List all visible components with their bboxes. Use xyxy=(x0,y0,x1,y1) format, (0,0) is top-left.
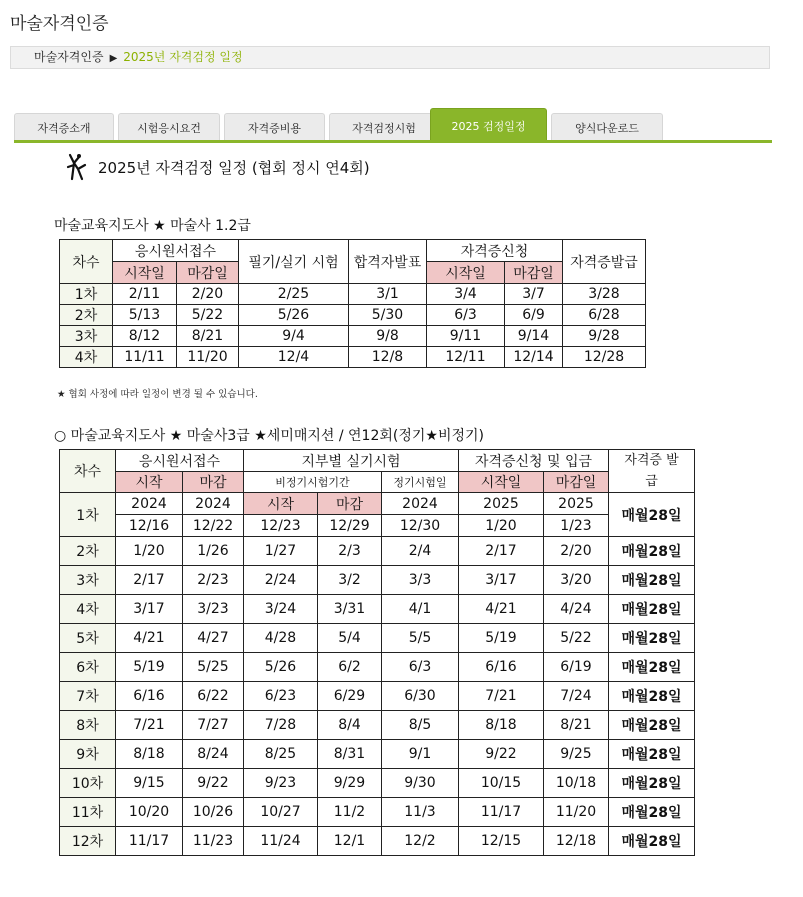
table-cell: 3/17 xyxy=(116,595,183,624)
table-cell: 2/24 xyxy=(244,566,318,595)
table-cell: 9/22 xyxy=(459,740,544,769)
t2-r1-label-end: 마감 xyxy=(318,493,382,515)
table-cell: 10/18 xyxy=(544,769,609,798)
t2-r1-date: 1/23 xyxy=(544,515,609,537)
table-cell: 5/26 xyxy=(244,653,318,682)
table-cell: 7/27 xyxy=(183,711,244,740)
schedule-table-1 xyxy=(59,239,646,368)
t2-r1-date: 12/23 xyxy=(244,515,318,537)
magician-icon xyxy=(66,153,88,181)
table-cell: 1/27 xyxy=(244,537,318,566)
table-cell: 매월28일 xyxy=(609,740,695,769)
table-cell: 6/29 xyxy=(318,682,382,711)
table-cell: 3/4 xyxy=(427,284,505,305)
table-cell: 12/14 xyxy=(505,347,563,368)
t2-r1-date: 12/22 xyxy=(183,515,244,537)
table-cell: 1/26 xyxy=(183,537,244,566)
page-title: 마술자격인증 xyxy=(10,14,109,34)
table-cell: 9/4 xyxy=(239,326,349,347)
table2-section-title: ○ 마술교육지도사 ★ 마술사3급 ★세미매지션 / 연12회(정기★비정기) xyxy=(54,428,484,444)
table-cell: 8/31 xyxy=(318,740,382,769)
schedule-title xyxy=(66,153,370,181)
row-round: 3차 xyxy=(60,326,113,347)
row-round: 1차 xyxy=(60,284,113,305)
t1-header-issue: 자격증발급 xyxy=(563,240,646,284)
table-row xyxy=(60,653,695,682)
table-cell: 5/30 xyxy=(349,305,427,326)
row-round: 2차 xyxy=(60,305,113,326)
table-cell: 2/17 xyxy=(459,537,544,566)
table-row xyxy=(60,682,695,711)
table-cell: 6/16 xyxy=(459,653,544,682)
row-round: 7차 xyxy=(60,682,116,711)
table-cell: 8/18 xyxy=(116,740,183,769)
table-cell: 10/15 xyxy=(459,769,544,798)
table-cell: 3/3 xyxy=(382,566,459,595)
t1-header-cert-end: 마감일 xyxy=(505,262,563,284)
table-cell: 6/16 xyxy=(116,682,183,711)
tab-cert-exam[interactable]: 자격검정시험 xyxy=(329,113,439,141)
table-row xyxy=(60,769,695,798)
table-cell: 4/1 xyxy=(382,595,459,624)
table-cell: 매월28일 xyxy=(609,827,695,856)
table-cell: 9/1 xyxy=(382,740,459,769)
table-cell: 3/7 xyxy=(505,284,563,305)
t2-header-end: 마감 xyxy=(183,472,244,493)
table-cell: 2/11 xyxy=(113,284,177,305)
t2-r1-issue: 매월28일 xyxy=(609,493,695,537)
table-cell: 매월28일 xyxy=(609,711,695,740)
t1-header-end: 마감일 xyxy=(177,262,239,284)
row-round: 4차 xyxy=(60,347,113,368)
table-cell: 5/4 xyxy=(318,624,382,653)
table-cell: 2/23 xyxy=(183,566,244,595)
table-cell: 8/21 xyxy=(544,711,609,740)
table-cell: 12/15 xyxy=(459,827,544,856)
table-row xyxy=(60,305,646,326)
t2-r1-year: 2024 xyxy=(116,493,183,515)
table-cell: 8/21 xyxy=(177,326,239,347)
table-row xyxy=(60,347,646,368)
t2-round-1: 1차 xyxy=(60,493,116,537)
table-cell: 11/17 xyxy=(116,827,183,856)
table-cell: 3/20 xyxy=(544,566,609,595)
row-round: 8차 xyxy=(60,711,116,740)
t1-header-application: 응시원서접수 xyxy=(113,240,239,262)
tab-cert-intro[interactable]: 자격증소개 xyxy=(14,113,114,141)
table-row xyxy=(60,827,695,856)
t1-header-cert-apply: 자격증신청 xyxy=(427,240,563,262)
table-cell: 6/22 xyxy=(183,682,244,711)
table-cell: 11/3 xyxy=(382,798,459,827)
table-cell: 11/2 xyxy=(318,798,382,827)
table-row xyxy=(60,798,695,827)
row-round: 10차 xyxy=(60,769,116,798)
table-cell: 2/17 xyxy=(116,566,183,595)
table-cell: 매월28일 xyxy=(609,566,695,595)
table-cell: 2/20 xyxy=(177,284,239,305)
table-cell: 12/8 xyxy=(349,347,427,368)
breadcrumb-current: 2025년 자격검정 일정 xyxy=(123,50,243,64)
table-cell: 6/30 xyxy=(382,682,459,711)
t2-header-regular: 정기시험일 xyxy=(382,472,459,493)
t2-header-cert-start: 시작일 xyxy=(459,472,544,493)
table-cell: 10/20 xyxy=(116,798,183,827)
table-row xyxy=(60,537,695,566)
table-cell: 7/21 xyxy=(459,682,544,711)
tab-cert-cost[interactable]: 자격증비용 xyxy=(224,113,325,141)
table-cell: 8/4 xyxy=(318,711,382,740)
table-cell: 5/13 xyxy=(113,305,177,326)
table-cell: 5/22 xyxy=(177,305,239,326)
table-cell: 3/28 xyxy=(563,284,646,305)
table-cell: 6/2 xyxy=(318,653,382,682)
t2-header-application: 응시원서접수 xyxy=(116,450,244,472)
t2-r1-year: 2025 xyxy=(459,493,544,515)
t2-r1-date: 1/20 xyxy=(459,515,544,537)
table-cell: 2/3 xyxy=(318,537,382,566)
table-cell: 3/24 xyxy=(244,595,318,624)
table-cell: 8/24 xyxy=(183,740,244,769)
row-round: 3차 xyxy=(60,566,116,595)
table-cell: 9/14 xyxy=(505,326,563,347)
t2-r1-date: 12/30 xyxy=(382,515,459,537)
row-round: 12차 xyxy=(60,827,116,856)
t2-r1-year: 2024 xyxy=(382,493,459,515)
table-cell: 2/20 xyxy=(544,537,609,566)
t1-header-cert-start: 시작일 xyxy=(427,262,505,284)
table-cell: 9/22 xyxy=(183,769,244,798)
table-row xyxy=(60,284,646,305)
table-row xyxy=(60,740,695,769)
table-row xyxy=(60,711,695,740)
table-cell: 6/3 xyxy=(382,653,459,682)
t2-r1-date: 12/29 xyxy=(318,515,382,537)
t2-r1-year: 2024 xyxy=(183,493,244,515)
row-round: 9차 xyxy=(60,740,116,769)
table-cell: 4/28 xyxy=(244,624,318,653)
t2-header-practical: 지부별 실기시험 xyxy=(244,450,459,472)
table-cell: 매월28일 xyxy=(609,624,695,653)
breadcrumb-root[interactable]: 마술자격인증 xyxy=(34,50,104,64)
t1-header-round: 차수 xyxy=(60,240,113,284)
table-cell: 3/1 xyxy=(349,284,427,305)
table-row xyxy=(60,326,646,347)
table-cell: 4/27 xyxy=(183,624,244,653)
table-cell: 6/19 xyxy=(544,653,609,682)
table-cell: 7/24 xyxy=(544,682,609,711)
schedule-title-text: 2025년 자격검정 일정 (협회 정시 연4회) xyxy=(98,158,370,177)
table-cell: 11/17 xyxy=(459,798,544,827)
table-cell: 9/23 xyxy=(244,769,318,798)
table-cell: 1/20 xyxy=(116,537,183,566)
table-cell: 12/1 xyxy=(318,827,382,856)
table-cell: 7/28 xyxy=(244,711,318,740)
tab-2025-schedule[interactable]: 2025 검정일정 xyxy=(430,108,547,141)
t2-header-irregular: 비정기시험기간 xyxy=(244,472,382,493)
table-cell: 5/19 xyxy=(116,653,183,682)
table-cell: 매월28일 xyxy=(609,653,695,682)
table-cell: 5/26 xyxy=(239,305,349,326)
t1-header-exam: 필기/실기 시험 xyxy=(239,240,349,284)
table-cell: 6/28 xyxy=(563,305,646,326)
table-cell: 매월28일 xyxy=(609,769,695,798)
t2-header-start: 시작 xyxy=(116,472,183,493)
table-row xyxy=(60,595,695,624)
table-cell: 3/2 xyxy=(318,566,382,595)
table-cell: 11/23 xyxy=(183,827,244,856)
row-round: 6차 xyxy=(60,653,116,682)
table-cell: 6/23 xyxy=(244,682,318,711)
table-cell: 5/25 xyxy=(183,653,244,682)
schedule-note: ★ 협회 사정에 따라 일정이 변경 될 수 있습니다. xyxy=(57,389,258,400)
table-cell: 7/21 xyxy=(116,711,183,740)
table-cell: 9/30 xyxy=(382,769,459,798)
table-cell: 8/18 xyxy=(459,711,544,740)
table-row xyxy=(60,566,695,595)
row-round: 2차 xyxy=(60,537,116,566)
table-cell: 매월28일 xyxy=(609,798,695,827)
table-cell: 9/25 xyxy=(544,740,609,769)
schedule-table-2 xyxy=(59,449,695,856)
t1-header-start: 시작일 xyxy=(113,262,177,284)
table-cell: 12/18 xyxy=(544,827,609,856)
t2-header-round: 차수 xyxy=(60,450,116,493)
table-cell: 4/21 xyxy=(116,624,183,653)
table-cell: 6/9 xyxy=(505,305,563,326)
tab-exam-requirements[interactable]: 시험응시요건 xyxy=(118,113,220,141)
row-round: 5차 xyxy=(60,624,116,653)
breadcrumb xyxy=(10,46,770,69)
table-cell: 3/31 xyxy=(318,595,382,624)
table-cell: 11/20 xyxy=(177,347,239,368)
table-cell: 11/24 xyxy=(244,827,318,856)
table-cell: 12/11 xyxy=(427,347,505,368)
table-cell: 3/23 xyxy=(183,595,244,624)
row-round: 4차 xyxy=(60,595,116,624)
table-cell: 3/17 xyxy=(459,566,544,595)
table-cell: 10/26 xyxy=(183,798,244,827)
table-cell: 매월28일 xyxy=(609,537,695,566)
table-cell: 매월28일 xyxy=(609,682,695,711)
table-cell: 11/20 xyxy=(544,798,609,827)
tab-bar xyxy=(14,108,772,142)
table-cell: 6/3 xyxy=(427,305,505,326)
t2-header-cert-apply: 자격증신청 및 입금 xyxy=(459,450,609,472)
table-cell: 9/8 xyxy=(349,326,427,347)
table-cell: 9/15 xyxy=(116,769,183,798)
table-cell: 5/19 xyxy=(459,624,544,653)
table-cell: 9/11 xyxy=(427,326,505,347)
t2-header-cert-end: 마감일 xyxy=(544,472,609,493)
row-round: 11차 xyxy=(60,798,116,827)
table1-section-title: 마술교육지도사 ★ 마술사 1.2급 xyxy=(54,218,251,234)
table-cell: 12/2 xyxy=(382,827,459,856)
table-cell: 8/12 xyxy=(113,326,177,347)
t2-r1-date: 12/16 xyxy=(116,515,183,537)
table-cell: 8/25 xyxy=(244,740,318,769)
table-cell: 9/28 xyxy=(563,326,646,347)
t2-header-issue: 자격증 발급 xyxy=(609,450,695,493)
table-cell: 5/22 xyxy=(544,624,609,653)
table-cell: 12/28 xyxy=(563,347,646,368)
table-cell: 10/27 xyxy=(244,798,318,827)
table-cell: 2/25 xyxy=(239,284,349,305)
tab-form-download[interactable]: 양식다운로드 xyxy=(551,113,663,141)
breadcrumb-arrow-icon: ▶ xyxy=(109,53,118,64)
t2-r1-label-start: 시작 xyxy=(244,493,318,515)
tab-underline xyxy=(14,140,772,143)
table-cell: 8/5 xyxy=(382,711,459,740)
table-cell: 9/29 xyxy=(318,769,382,798)
table-cell: 5/5 xyxy=(382,624,459,653)
table-row xyxy=(60,624,695,653)
table-cell: 2/4 xyxy=(382,537,459,566)
table-cell: 11/11 xyxy=(113,347,177,368)
table-cell: 12/4 xyxy=(239,347,349,368)
table-cell: 4/21 xyxy=(459,595,544,624)
t1-header-result: 합격자발표 xyxy=(349,240,427,284)
table-cell: 매월28일 xyxy=(609,595,695,624)
t2-r1-year: 2025 xyxy=(544,493,609,515)
table-cell: 4/24 xyxy=(544,595,609,624)
